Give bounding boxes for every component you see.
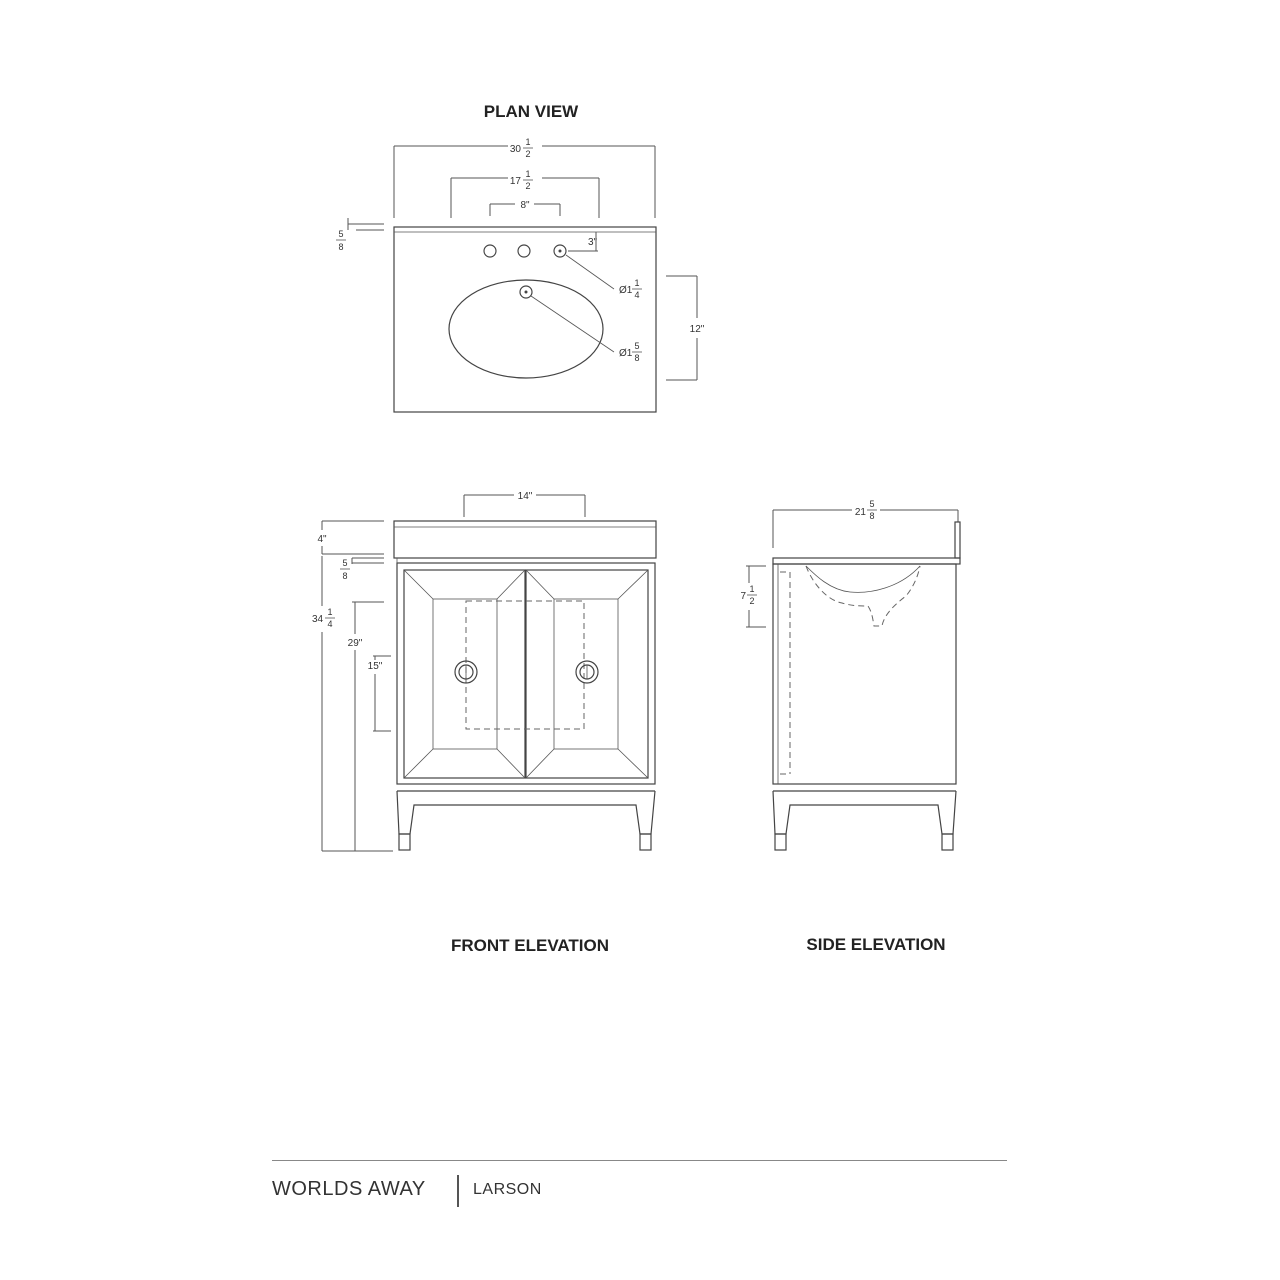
front-overall-height-num: 1 [327, 607, 333, 617]
front-top-thickness-dim [317, 521, 384, 554]
side-sink-rim [806, 566, 920, 592]
faucet-hole-dia-den: 4 [634, 290, 640, 300]
plan-overall-width-den: 2 [525, 149, 531, 159]
plan-hole-spacing-dim [490, 200, 560, 216]
front-reveal-den: 8 [342, 571, 348, 581]
front-elevation [312, 491, 656, 955]
side-cabinet-body [773, 564, 956, 784]
drain-center [525, 291, 528, 294]
faucet-hole-leader [566, 255, 614, 289]
side-overall-depth-dim [773, 499, 958, 548]
side-bowl-drop-dim [740, 566, 766, 627]
front-cabinet-height-dim [348, 602, 384, 851]
plan-backsplash-num: 5 [338, 229, 344, 239]
faucet-hole-right-center [559, 250, 562, 253]
drain-dia-num: 5 [634, 341, 640, 351]
front-interior-height-label: 15" [367, 661, 383, 672]
plan-faucet-spread-num: 1 [525, 169, 531, 179]
plan-faucet-spread-den: 2 [525, 181, 531, 191]
front-cabinet-height-label: 29" [347, 638, 363, 649]
side-bowl-drop-den: 2 [749, 596, 755, 606]
plan-hole-spacing-label: 8" [520, 200, 530, 211]
side-overall-depth-den: 8 [869, 511, 875, 521]
front-reveal-num: 5 [342, 558, 348, 568]
side-legs [773, 791, 956, 850]
plan-bowl-depth-dim [666, 276, 705, 380]
drain-leader [531, 296, 614, 352]
plan-hole-setback-dim [568, 232, 598, 251]
plan-countertop [394, 227, 656, 412]
faucet-hole-center [518, 245, 530, 257]
model-name: LARSON [473, 1181, 542, 1198]
faucet-hole-dia-whole: Ø1 [619, 285, 633, 296]
footer-separator [457, 1175, 459, 1207]
drain-dia-whole: Ø1 [619, 348, 633, 359]
front-overall-height-whole: 34 [312, 614, 324, 625]
side-overall-depth-num: 5 [869, 499, 875, 509]
footer-rule [272, 1160, 1007, 1161]
plan-faucet-hole-dia-label [619, 278, 642, 300]
front-reveal-dim [340, 558, 384, 581]
plan-faucet-spread-whole: 17 [509, 176, 521, 187]
side-bowl-drop-whole: 7 [740, 591, 746, 602]
plan-backsplash-dim [336, 218, 384, 252]
side-elevation [740, 499, 960, 954]
side-elevation-title: SIDE ELEVATION [806, 935, 946, 954]
side-overall-depth-whole: 21 [854, 507, 866, 518]
front-overall-height-dim [312, 556, 393, 851]
plan-backsplash-den: 8 [338, 242, 344, 252]
front-overall-height-den: 4 [327, 619, 333, 629]
brand-name: WORLDS AWAY [272, 1178, 426, 1200]
side-hidden-sink-bowl [806, 566, 920, 626]
faucet-hole-left [484, 245, 496, 257]
right-door-knob[interactable] [576, 661, 598, 683]
plan-hole-setback-label: 3" [588, 237, 598, 248]
plan-overall-width-num: 1 [525, 137, 531, 147]
side-bowl-drop-num: 1 [749, 584, 755, 594]
plan-view [336, 102, 705, 412]
plan-drain-dia-label [619, 341, 642, 363]
plan-bowl-depth-label: 12" [689, 324, 705, 335]
drain-dia-den: 8 [634, 353, 640, 363]
front-elevation-title: FRONT ELEVATION [450, 936, 610, 955]
side-countertop [773, 558, 960, 564]
plan-view-title: PLAN VIEW [483, 102, 579, 121]
front-top-thickness-label: 4" [317, 534, 327, 545]
front-bowl-width-label: 14" [517, 491, 533, 502]
front-interior-height-dim [368, 656, 391, 731]
front-countertop [394, 521, 656, 558]
front-legs [397, 791, 655, 850]
faucet-hole-dia-num: 1 [634, 278, 640, 288]
front-bowl-width-dim [464, 491, 585, 517]
side-backsplash [955, 522, 960, 558]
plan-overall-width-whole: 30 [509, 144, 521, 155]
